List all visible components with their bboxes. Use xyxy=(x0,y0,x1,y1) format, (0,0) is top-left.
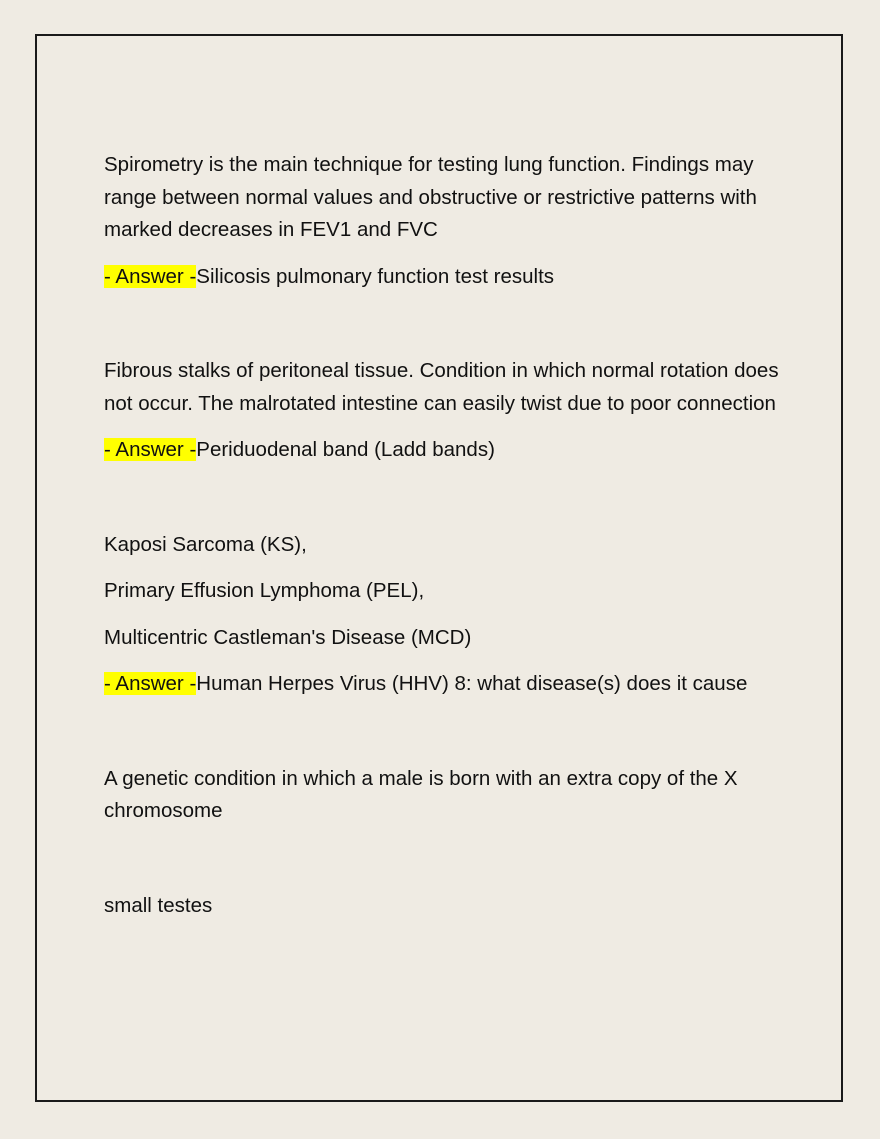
question-item: Primary Effusion Lymphoma (PEL), xyxy=(104,579,425,602)
answer-text: Silicosis pulmonary function test results xyxy=(196,264,555,288)
answer-label: - Answer - xyxy=(104,438,197,461)
question-text: Spirometry is the main technique for testing lung function. Findings may range between normal values and obstructive or restrictive patterns with marked decreases in FEV1 and FVC xyxy=(104,153,757,241)
answer-line xyxy=(104,434,794,467)
spacer xyxy=(104,828,794,890)
question-item: Kaposi Sarcoma (KS), xyxy=(104,532,307,556)
question-text: A genetic condition in which a male is born with an extra copy of the X chromosome xyxy=(104,766,738,822)
answer-label: - Answer - xyxy=(104,672,197,695)
spacer xyxy=(104,293,794,355)
answer-label: - Answer - xyxy=(104,264,197,288)
answer-line xyxy=(104,668,794,701)
document-body xyxy=(104,149,794,922)
answer-line xyxy=(104,261,794,294)
answer-text: Periduodenal band (Ladd bands) xyxy=(196,438,495,461)
spacer xyxy=(104,701,794,763)
question-item: Multicentric Castleman's Disease (MCD) xyxy=(104,625,472,649)
question-text: small testes xyxy=(104,893,213,917)
question-text: Fibrous stalks of peritoneal tissue. Condition in which normal rotation does not occur. The malrotated intestine can easily twist due to poor connection xyxy=(104,359,779,415)
spacer xyxy=(104,467,794,529)
answer-text: Human Herpes Virus (HHV) 8: what disease(s) does it cause xyxy=(196,672,748,695)
